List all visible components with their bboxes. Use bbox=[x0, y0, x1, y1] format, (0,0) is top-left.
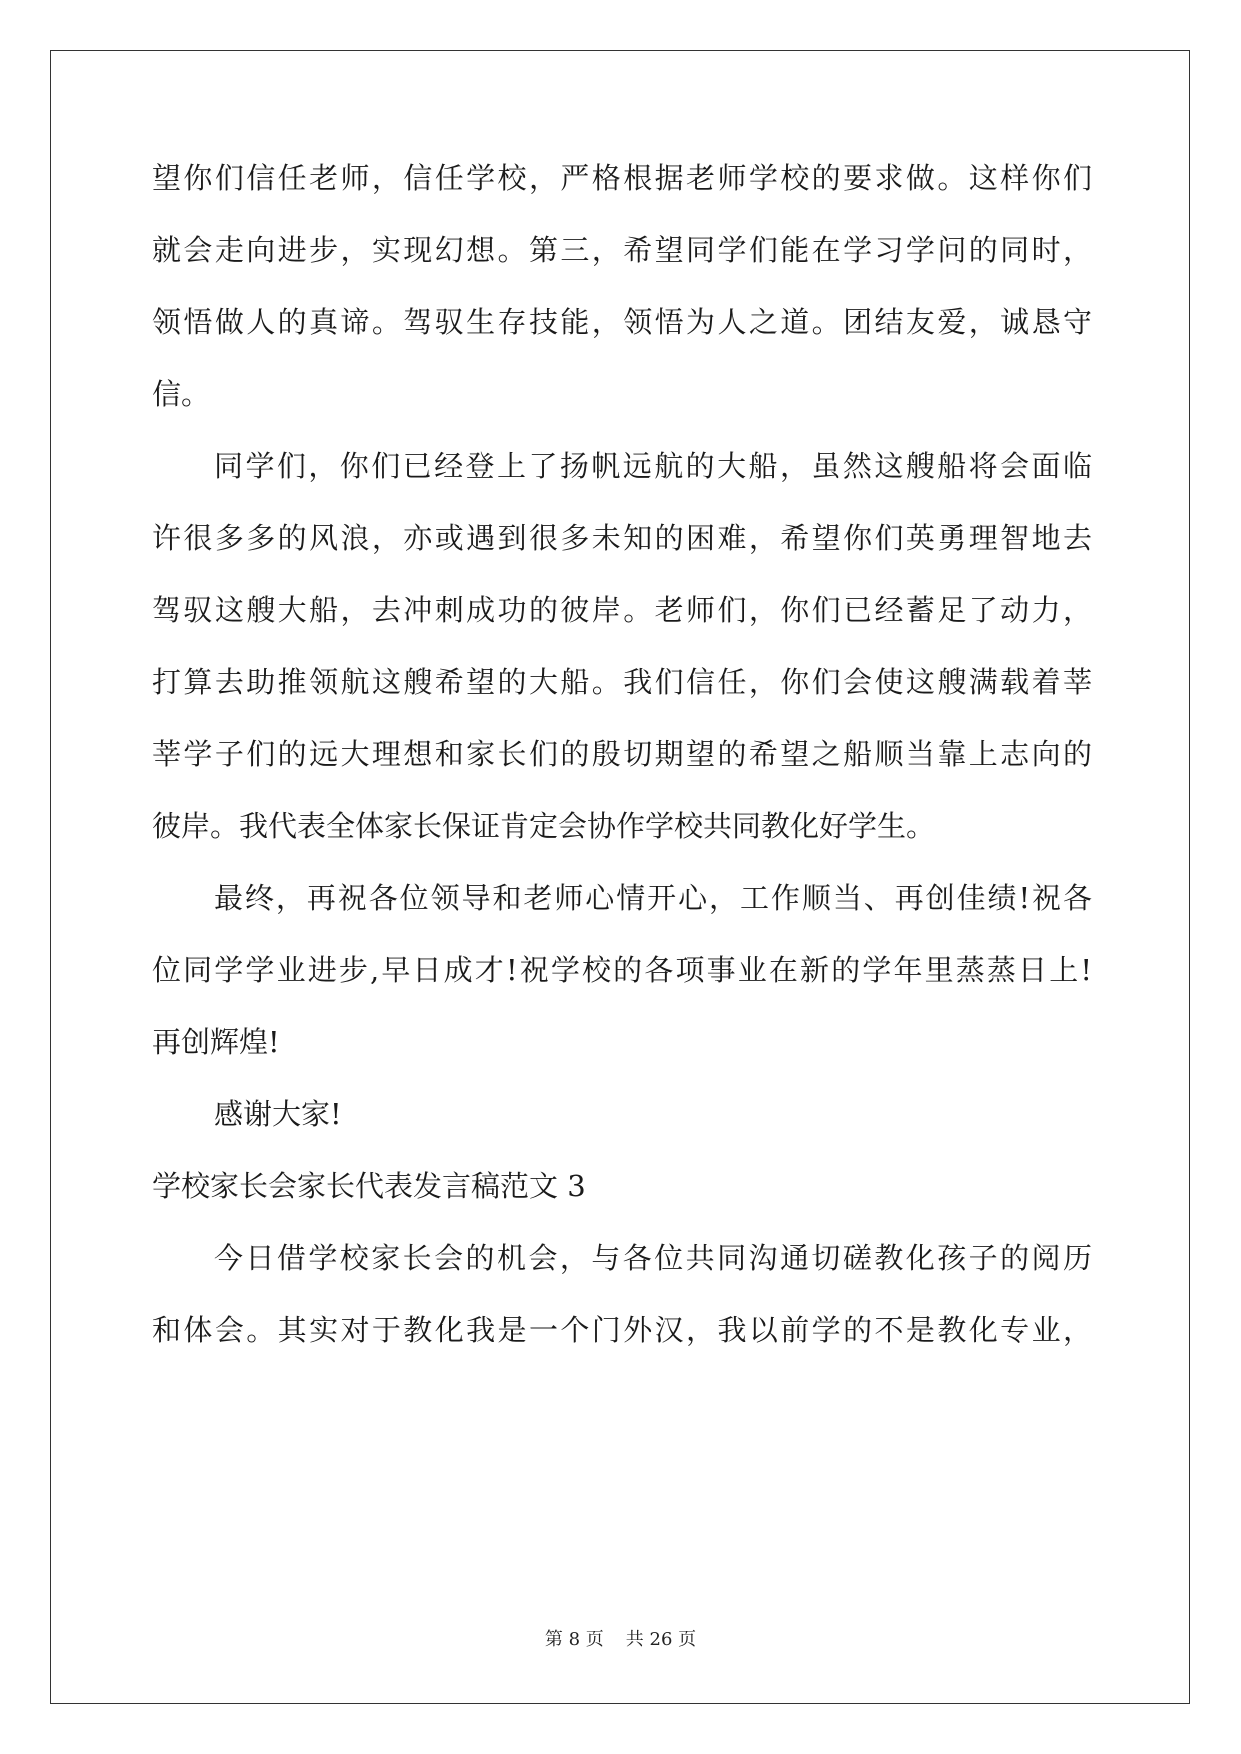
page-number-current: 第 8 页 bbox=[544, 1629, 604, 1650]
body-line: 信。 bbox=[152, 377, 211, 411]
paragraph-first-line: 同学们，你们已经登上了扬帆远航的大船，虽然这艘船将会面临 bbox=[214, 449, 1092, 483]
body-line: 打算去助推领航这艘希望的大船。我们信任，你们会使这艘满载着莘 bbox=[152, 665, 1092, 699]
paragraph-first-line: 最终，再祝各位领导和老师心情开心，工作顺当、再创佳绩!祝各 bbox=[214, 881, 1092, 915]
body-line: 领悟做人的真谛。驾驭生存技能，领悟为人之道。团结友爱，诚恳守 bbox=[152, 305, 1092, 339]
body-line: 和体会。其实对于教化我是一个门外汉，我以前学的不是教化专业， bbox=[152, 1313, 1092, 1347]
body-line: 莘学子们的远大理想和家长们的殷切期望的希望之船顺当靠上志向的 bbox=[152, 737, 1092, 771]
section-heading: 学校家长会家长代表发言稿范文 3 bbox=[152, 1169, 586, 1203]
body-line: 就会走向进步，实现幻想。第三，希望同学们能在学习学问的同时， bbox=[152, 233, 1092, 267]
body-line: 许很多多的风浪，亦或遇到很多未知的困难，希望你们英勇理智地去 bbox=[152, 521, 1092, 555]
paragraph-first-line: 感谢大家! bbox=[214, 1097, 342, 1131]
paragraph-first-line: 今日借学校家长会的机会，与各位共同沟通切磋教化孩子的阅历 bbox=[214, 1241, 1092, 1275]
body-line: 位同学学业进步,早日成才!祝学校的各项事业在新的学年里蒸蒸日上! bbox=[152, 953, 1092, 987]
body-line: 望你们信任老师，信任学校，严格根据老师学校的要求做。这样你们 bbox=[152, 161, 1092, 195]
body-line: 驾驭这艘大船，去冲刺成功的彼岸。老师们，你们已经蓄足了动力， bbox=[152, 593, 1092, 627]
page-number-total: 共 26 页 bbox=[625, 1629, 697, 1650]
page-footer bbox=[0, 1625, 1241, 1651]
page-border bbox=[50, 50, 1190, 1704]
body-line: 彼岸。我代表全体家长保证肯定会协作学校共同教化好学生。 bbox=[152, 809, 936, 843]
body-line: 再创辉煌! bbox=[152, 1025, 280, 1059]
